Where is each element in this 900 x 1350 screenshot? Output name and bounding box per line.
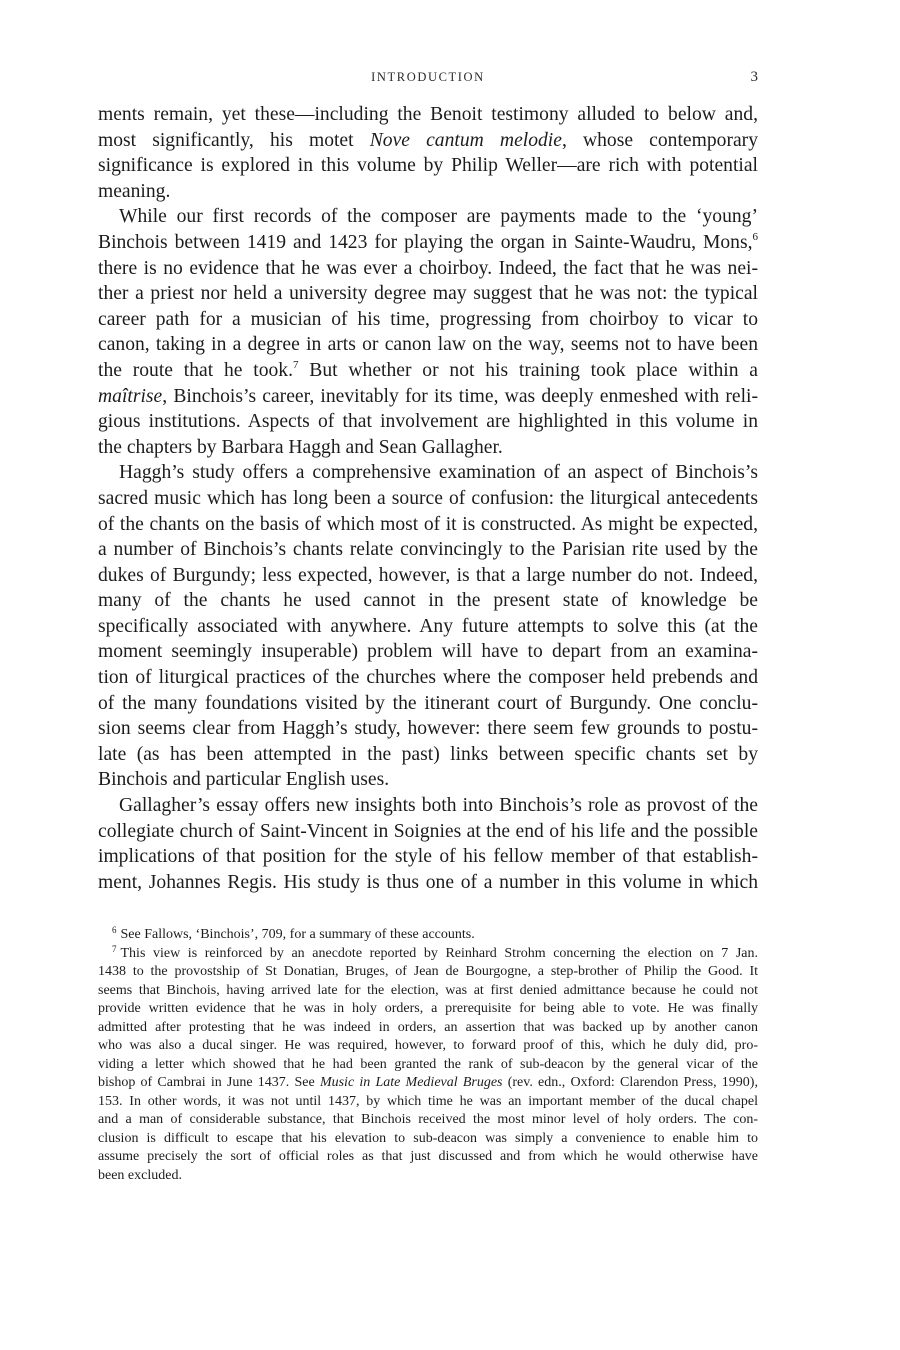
- text-line: the chapters by Barbara Haggh and Sean Gallagher.: [98, 436, 503, 458]
- text-line: of the chants on the basis of which most of it is constructed. As might be expected,: [98, 513, 758, 535]
- text-line: significance is explored in this volume by Philip Weller—are rich with potential: [98, 155, 758, 177]
- footnote-line: assume precisely the sort of official roles as that just discussed and from which he would otherwise have: [98, 1149, 758, 1164]
- text-line: moment seemingly insuperable) problem will have to depart from an examina-: [98, 641, 758, 663]
- footnote-number: 7: [112, 943, 117, 954]
- text-line: of the many foundations visited by the itinerant court of Burgundy. One conclu-: [98, 692, 758, 714]
- text-line: tion of liturgical practices of the churches where the composer held prebends and: [98, 667, 758, 689]
- text-line: there is no evidence that he was ever a choirboy. Indeed, the fact that he was nei-: [98, 257, 758, 279]
- footnote-7: [98, 945, 758, 1186]
- text-line: meaning.: [98, 180, 171, 202]
- text-line: While our first records of the composer are payments made to the ‘young’: [119, 206, 758, 228]
- text-line: Gallagher’s essay offers new insights both into Binchois’s role as provost of the: [119, 795, 758, 817]
- running-title: INTRODUCTION: [371, 70, 485, 84]
- paragraph: [98, 460, 758, 793]
- paragraph: [98, 793, 758, 895]
- italic-title: Music in Late Medieval Bruges: [319, 1075, 503, 1090]
- body-text: [98, 102, 758, 895]
- text-line: late (as has been attempted in the past) links between specific chants set by: [98, 743, 758, 765]
- text-line: a number of Binchois’s chants relate convincingly to the Parisian rite used by the: [98, 539, 758, 561]
- text-line: sion seems clear from Haggh’s study, however: there seem few grounds to postu-: [98, 718, 758, 740]
- text-line: implications of that position for the style of his fellow member of that establish-: [98, 846, 758, 868]
- text-line: Binchois between 1419 and 1423 for playing the organ in Sainte-Waudru, Mons,$^6$: [98, 230, 758, 253]
- italic-title: maîtrise: [98, 385, 163, 407]
- footnote-line: been excluded.: [98, 1167, 182, 1183]
- footnote-line: who was also a ducal singer. He was required, however, to forward proof of this, which he duly did, pro-: [98, 1038, 758, 1053]
- text-line: sacred music which has long been a source of confusion: the liturgical antecedents: [98, 487, 758, 509]
- footnote-line: $^6$ See Fallows, ‘Binchois’, 709, for a summary of these accounts.: [112, 925, 475, 942]
- text-line: most significantly, his motet Nove cantum melodie, whose contemporary: [98, 129, 758, 151]
- footnote-line: admitted after protesting that he was indeed in orders, an assertion that was backed up by another canon: [98, 1019, 758, 1035]
- text-line: collegiate church of Saint-Vincent in Soignies at the end of his life and the possible: [98, 820, 758, 842]
- page-number: 3: [750, 69, 758, 85]
- footnote-6: [98, 926, 758, 945]
- text-line: canon, taking in a degree in arts or canon law on the way, seems not to have been: [98, 334, 758, 356]
- text-line: the route that he took.$^7$ But whether or not his training took place within a: [98, 358, 758, 381]
- footnote-line: provide written evidence that he was in holy orders, a prerequisite for being able to vote. He was finally: [98, 1001, 758, 1016]
- footnote-reference[interactable]: 6: [752, 230, 758, 243]
- footnote-reference[interactable]: 7: [293, 358, 299, 371]
- footnote-line: clusion is difficult to escape that his elevation to sub-deacon was simply a convenience to enable him to: [98, 1130, 758, 1146]
- text-line: gious institutions. Aspects of that involvement are highlighted in this volume in: [98, 411, 758, 433]
- text-line: maîtrise, Binchois’s career, inevitably for its time, was deeply enmeshed with reli-: [98, 385, 758, 407]
- footnote-line: viding a letter which showed that he had been granted the rank of sub-deacon by the general vicar of the: [98, 1056, 758, 1072]
- text-line: ment, Johannes Regis. His study is thus one of a number in this volume in which: [98, 871, 758, 893]
- text-line: dukes of Burgundy; less expected, however, is that a large number do not. Indeed,: [98, 564, 758, 586]
- text-line: specifically associated with anywhere. Any future attempts to solve this (at the: [98, 615, 758, 637]
- running-header: [98, 70, 758, 90]
- footnote-line: and a man of considerable substance, that Binchois received the most minor level of holy orders. The con-: [98, 1112, 758, 1127]
- paragraph: [98, 102, 758, 204]
- footnote-line: $^7$ This view is reinforced by an anecdote reported by Reinhard Strohm concerning the election on 7 Jan.: [112, 943, 758, 961]
- footnote-line: bishop of Cambrai in June 1437. See Music in Late Medieval Bruges (rev. edn., Oxford: Clarendon Press, 1990),: [98, 1075, 758, 1090]
- text-line: many of the chants he used cannot in the present state of knowledge be: [98, 590, 758, 612]
- footnote-number: 6: [112, 925, 117, 935]
- text-line: Haggh’s study offers a comprehensive examination of an aspect of Binchois’s: [119, 462, 758, 484]
- text-line: career path for a musician of his time, progressing from choirboy to vicar to: [98, 308, 758, 330]
- text-line: ments remain, yet these—including the Benoit testimony alluded to below and,: [98, 104, 758, 125]
- footnote-line: 1438 to the provostship of St Donatian, Bruges, of Jean de Bourgogne, a step-brother of Philip the Good. It: [98, 964, 758, 979]
- italic-title: Nove cantum melodie: [369, 129, 562, 151]
- paragraph: [98, 204, 758, 460]
- text-line: Binchois and particular English uses.: [98, 769, 390, 791]
- footnotes: [98, 926, 758, 1185]
- text-line: ther a priest nor held a university degree may suggest that he was not: the typical: [98, 283, 758, 305]
- footnote-line: seems that Binchois, having arrived late for the election, was at first denied admittance because he could not: [98, 982, 758, 998]
- footnote-line: 153. In other words, it was not until 1437, by which time he was an important member of the ducal chapel: [98, 1093, 758, 1109]
